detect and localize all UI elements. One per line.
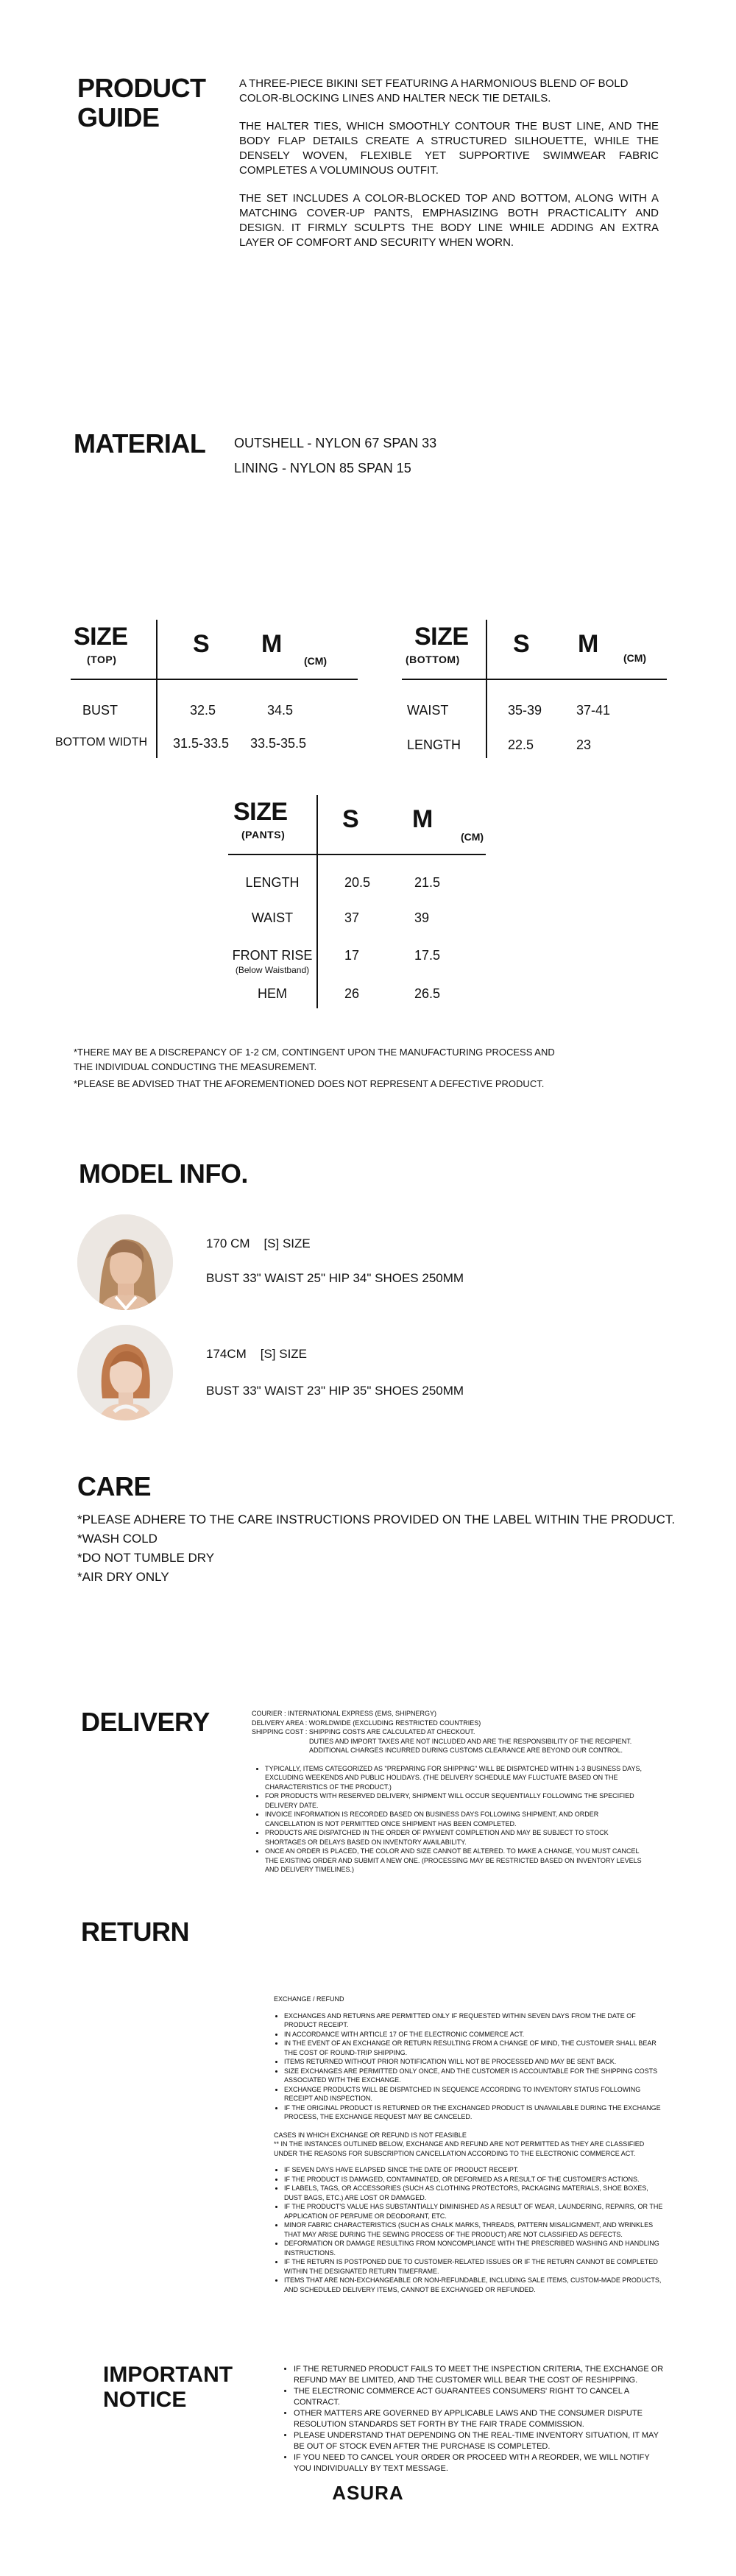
return-case-bullet: • MINOR FABRIC CHARACTERISTICS (SUCH AS CHALK MARKS, THREADS, PATTERN MISALIGNMENT, AND WRINKLES THAT MAY ARISE DURING THE SEWING PROCESS OF THE PRODUCT) ARE NOT CLASSIFIED AS DEFECTS. <box>284 2221 664 2239</box>
important-title-line1: IMPORTANT <box>103 2363 233 2387</box>
size-pants-cell: 39 <box>414 910 430 925</box>
model-2-measurements: BUST 33" WAIST 23" HIP 35" SHOES 250MM <box>206 1384 464 1398</box>
return-cases-bullets <box>274 2165 664 2294</box>
model-1-height-size <box>206 1236 311 1251</box>
size-top-cell: 34.5 <box>267 703 294 718</box>
size-top-cell: 32.5 <box>190 703 216 718</box>
important-bullet: • THE ELECTRONIC COMMERCE ACT GUARANTEES CONSUMERS' RIGHT TO CANCEL A CONTRACT. <box>294 2386 668 2408</box>
size-note-line: *PLEASE BE ADVISED THAT THE AFOREMENTIONED DOES NOT REPRESENT A DEFECTIVE PRODUCT. <box>74 1078 545 1089</box>
return-case-bullet: • IF THE PRODUCT'S VALUE HAS SUBSTANTIALLY DIMINISHED AS A RESULT OF WEAR, LAUNDERING, REPAIRS, OR THE APPLICATION OF PERFUME OR DEODORANT, ETC. <box>284 2202 664 2221</box>
size-pants-row-label: WAIST <box>251 910 294 925</box>
size-pants-cell: 17 <box>344 948 360 963</box>
product-guide-title-line2: GUIDE <box>77 102 160 132</box>
return-case-bullet: • ITEMS THAT ARE NON-EXCHANGEABLE OR NON-REFUNDABLE, INCLUDING SALE ITEMS, CUSTOM-MADE PRODUCTS, AND SCHEDULED DELIVERY ITEMS, CANNOT BE EXCHANGED OR REFUNDED. <box>284 2276 664 2294</box>
size-pants-col-s: S <box>342 805 359 833</box>
size-bottom-cell: 22.5 <box>508 737 534 752</box>
size-pants-cell: 21.5 <box>414 875 441 890</box>
delivery-title: DELIVERY <box>81 1707 210 1737</box>
return-body <box>274 1995 664 2294</box>
material-title: MATERIAL <box>74 428 206 459</box>
return-bullets <box>274 2011 664 2122</box>
delivery-bullet: • FOR PRODUCTS WITH RESERVED DELIVERY, SHIPMENT WILL OCCUR SEQUENTIALLY FOLLOWING THE SPECIFIED DELIVERY DATE. <box>265 1791 645 1810</box>
return-bullet: • IF THE ORIGINAL PRODUCT IS RETURNED OR THE EXCHANGED PRODUCT IS UNAVAILABLE DURING THE EXCHANGE PROCESS, THE EXCHANGE REQUEST MAY BE CANCELED. <box>284 2103 664 2122</box>
return-bullet: • ITEMS RETURNED WITHOUT PRIOR NOTIFICATION WILL NOT BE PROCESSED AND MAY BE SENT BACK. <box>284 2057 664 2067</box>
size-top-row-label: BOTTOM WIDTH <box>55 736 148 749</box>
product-guide-paragraph: THE SET INCLUDES A COLOR-BLOCKED TOP AND BOTTOM, ALONG WITH A MATCHING COVER-UP PANTS, EMPHASIZING BOTH PRACTICALITY AND DESIGN. IT FIRMLY SCULPTS THE BODY LINE WHILE ADDING AN EXTRA LAYER OF COMFORT AND SECURITY WHEN WORN. <box>239 192 659 249</box>
size-bottom-subtitle: (BOTTOM) <box>406 654 460 665</box>
return-cases-title: CASES IN WHICH EXCHANGE OR REFUND IS NOT FEASIBLE <box>274 2131 467 2139</box>
material-outshell: OUTSHELL - NYLON 67 SPAN 33 <box>234 436 437 450</box>
return-title: RETURN <box>81 1917 189 1947</box>
size-bottom-row-label: LENGTH <box>407 737 461 752</box>
size-top-cell: 31.5-33.5 <box>173 736 230 751</box>
return-case-bullet: • IF LABELS, TAGS, OR ACCESSORIES (SUCH AS CLOTHING PROTECTORS, PACKAGING MATERIALS, SHOE BOXES, DUST BAGS, ETC.) ARE LOST OR DAMAGED. <box>284 2184 664 2202</box>
model-1-size: [S] SIZE <box>263 1236 311 1250</box>
care-item: *WASH COLD <box>77 1532 158 1546</box>
size-note-line: *THERE MAY BE A DISCREPANCY OF 1-2 CM, CONTINGENT UPON THE MANUFACTURING PROCESS AND <box>74 1047 555 1058</box>
size-note-line: THE INDIVIDUAL CONDUCTING THE MEASUREMENT. <box>74 1061 317 1072</box>
delivery-bullets <box>252 1764 645 1875</box>
size-pants-cell: 26 <box>344 986 360 1001</box>
size-top-col-m: M <box>261 630 283 658</box>
important-bullet: • OTHER MATTERS ARE GOVERNED BY APPLICABLE LAWS AND THE CONSUMER DISPUTE RESOLUTION STANDARDS SET FORTH BY THE FAIR TRADE COMMISSION. <box>294 2408 668 2430</box>
important-notice-body <box>282 2364 668 2474</box>
material-lining: LINING - NYLON 85 SPAN 15 <box>234 461 411 475</box>
size-bottom-unit: (CM) <box>623 652 647 664</box>
size-top-unit: (CM) <box>304 655 328 667</box>
size-pants-row-label: LENGTH <box>245 875 300 890</box>
size-bottom-title: SIZE <box>414 623 469 651</box>
size-top-divider-h <box>71 679 358 680</box>
size-bottom-divider-v <box>486 620 487 758</box>
return-case-bullet: • IF THE RETURN IS POSTPONED DUE TO CUSTOMER-RELATED ISSUES OR IF THE RETURN CANNOT BE COMPLETED WITHIN THE DESIGNATED RETURN TIMEFRAME. <box>284 2257 664 2276</box>
brand-logo: ASURA <box>332 2482 404 2504</box>
size-bottom-divider-h <box>402 679 667 680</box>
important-bullets <box>282 2364 668 2474</box>
delivery-bullet: • ONCE AN ORDER IS PLACED, THE COLOR AND SIZE CANNOT BE ALTERED. TO MAKE A CHANGE, YOU MUST CANCEL THE EXISTING ORDER AND SUBMIT A NEW ONE. (PROCESSING MAY BE RESTRICTED BASED ON INVENTORY LEVELS AND DELIVERY TIMELINES.) <box>265 1847 645 1875</box>
size-pants-cell: 20.5 <box>344 875 371 890</box>
model-info-title: MODEL INFO. <box>79 1158 248 1189</box>
product-guide-title-line1: PRODUCT <box>77 73 206 103</box>
model-2-size: [S] SIZE <box>260 1347 308 1361</box>
return-bullet: • IN ACCORDANCE WITH ARTICLE 17 OF THE ELECTRONIC COMMERCE ACT. <box>284 2030 664 2039</box>
model-1-height: 170 CM <box>206 1236 250 1250</box>
return-case-bullet: • DEFORMATION OR DAMAGE RESULTING FROM NONCOMPLIANCE WITH THE PRESCRIBED WASHING AND HANDLING INSTRUCTIONS. <box>284 2239 664 2257</box>
care-item: *AIR DRY ONLY <box>77 1570 169 1584</box>
size-pants-unit: (CM) <box>461 831 484 843</box>
product-guide-paragraph: A THREE-PIECE BIKINI SET FEATURING A HARMONIOUS BLEND OF BOLD COLOR-BLOCKING LINES AND HALTER NECK TIE DETAILS. <box>239 77 629 105</box>
model-1-measurements: BUST 33" WAIST 25" HIP 34" SHOES 250MM <box>206 1271 464 1285</box>
delivery-bullet: • PRODUCTS ARE DISPATCHED IN THE ORDER OF PAYMENT COMPLETION AND MAY BE SUBJECT TO STOCK SHORTAGES OR DELAYS BASED ON INVENTORY AVAILABILITY. <box>265 1828 645 1847</box>
delivery-body <box>252 1709 645 1875</box>
size-pants-divider-v <box>316 795 318 1008</box>
size-top-col-s: S <box>193 630 210 658</box>
model-2-avatar <box>77 1325 173 1420</box>
size-pants-row-label: FRONT RISE <box>232 948 313 963</box>
size-bottom-cell: 23 <box>576 737 592 752</box>
product-guide-paragraph: THE HALTER TIES, WHICH SMOOTHLY CONTOUR THE BUST LINE, AND THE BODY FLAP DETAILS CREATE A STRUCTURED SILHOUETTE, WHILE THE DENSELY WOVEN, FLEXIBLE YET SUPPORTIVE SWIMWEAR FABRIC COMPLETES A VOLUMINOUS OUTFIT. <box>239 120 659 177</box>
important-bullet: • IF YOU NEED TO CANCEL YOUR ORDER OR PROCEED WITH A REORDER, WE WILL NOTIFY YOU INDIVIDUALLY BY TEXT MESSAGE. <box>294 2452 668 2474</box>
size-pants-cell: 26.5 <box>414 986 441 1001</box>
size-top-subtitle: (TOP) <box>87 654 117 665</box>
size-pants-divider-h <box>228 854 486 855</box>
size-notes <box>74 1045 555 1091</box>
size-top-cell: 33.5-35.5 <box>250 736 307 751</box>
size-pants-cell: 37 <box>344 910 360 925</box>
model-1-avatar <box>77 1214 173 1310</box>
size-pants-col-m: M <box>412 805 434 833</box>
delivery-bullet: • TYPICALLY, ITEMS CATEGORIZED AS "PREPARING FOR SHIPPING" WILL BE DISPATCHED WITHIN 1-3 BUSINESS DAYS, EXCLUDING WEEKENDS AND PUBLIC HOLIDAYS. (THE DELIVERY SCHEDULE MAY FLUCTUATE BASED ON THE CHARACTERISTICS OF THE PRODUCT.) <box>265 1764 645 1792</box>
size-bottom-col-m: M <box>578 630 599 658</box>
return-bullet: • EXCHANGE PRODUCTS WILL BE DISPATCHED IN SEQUENCE ACCORDING TO INVENTORY STATUS FOLLOWING RECEIPT AND INSPECTION. <box>284 2085 664 2103</box>
important-bullet: • IF THE RETURNED PRODUCT FAILS TO MEET THE INSPECTION CRITERIA, THE EXCHANGE OR REFUND MAY BE LIMITED, AND THE CUSTOMER WILL BEAR THE COST OF RESHIPPING. <box>294 2364 668 2386</box>
delivery-courier: COURIER : INTERNATIONAL EXPRESS (EMS, SHIPNERGY) <box>252 1710 437 1717</box>
size-bottom-cell: 37-41 <box>576 703 611 718</box>
care-item: *PLEASE ADHERE TO THE CARE INSTRUCTIONS PROVIDED ON THE LABEL WITHIN THE PRODUCT. <box>77 1512 676 1526</box>
return-cases-note: ** IN THE INSTANCES OUTLINED BELOW, EXCHANGE AND REFUND ARE NOT PERMITTED AS THEY ARE CLASSIFIED UNDER THE REASONS FOR SUBSCRIPTION CANCELLATION ACCORDING TO THE ELECTRONIC COMMERCE ACT. <box>274 2140 645 2157</box>
size-bottom-col-s: S <box>513 630 530 658</box>
return-bullet: • IN THE EVENT OF AN EXCHANGE OR RETURN RESULTING FROM A CHANGE OF MIND, THE CUSTOMER SHALL BEAR THE COST OF ROUND-TRIP SHIPPING. <box>284 2039 664 2057</box>
size-pants-title: SIZE <box>233 798 288 826</box>
important-notice-title <box>103 2363 233 2413</box>
care-title: CARE <box>77 1471 152 1501</box>
size-bottom-row-label: WAIST <box>407 703 449 718</box>
return-bullet: • SIZE EXCHANGES ARE PERMITTED ONLY ONCE, AND THE CUSTOMER IS ACCOUNTABLE FOR THE SHIPPING COSTS ASSOCIATED WITH THE EXCHANGE. <box>284 2067 664 2085</box>
size-pants-subtitle: (PANTS) <box>241 829 286 841</box>
care-list <box>77 1510 675 1587</box>
care-item: *DO NOT TUMBLE DRY <box>77 1551 215 1565</box>
return-bullet: • EXCHANGES AND RETURNS ARE PERMITTED ONLY IF REQUESTED WITHIN SEVEN DAYS FROM THE DATE OF PRODUCT RECEIPT. <box>284 2011 664 2030</box>
delivery-cost: SHIPPING COST : SHIPPING COSTS ARE CALCULATED AT CHECKOUT. <box>252 1728 475 1735</box>
delivery-bullet: • INVOICE INFORMATION IS RECORDED BASED ON BUSINESS DAYS FOLLOWING SHIPMENT, AND ORDER CANCELLATION IS NOT PERMITTED ONCE SHIPMENT HAS BEEN COMPLETED. <box>265 1810 645 1828</box>
important-bullet: • PLEASE UNDERSTAND THAT DEPENDING ON THE REAL-TIME INVENTORY SITUATION, IT MAY BE OUT OF STOCK EVEN AFTER THE PURCHASE IS COMPLETED. <box>294 2430 668 2452</box>
delivery-charges: ADDITIONAL CHARGES INCURRED DURING CUSTOMS CLEARANCE ARE BEYOND OUR CONTROL. <box>309 1747 623 1754</box>
product-guide-title <box>77 74 206 132</box>
size-top-divider-v <box>156 620 158 758</box>
product-guide-body <box>239 77 659 250</box>
material-list <box>234 431 436 481</box>
important-title-line2: NOTICE <box>103 2388 187 2412</box>
model-2-height: 174CM <box>206 1347 247 1361</box>
return-intro: EXCHANGE / REFUND <box>274 1995 344 2003</box>
size-pants-row-label: HEM <box>258 986 287 1001</box>
size-bottom-cell: 35-39 <box>508 703 542 718</box>
return-case-bullet: • IF THE PRODUCT IS DAMAGED, CONTAMINATED, OR DEFORMED AS A RESULT OF THE CUSTOMER'S ACTIONS. <box>284 2175 664 2184</box>
delivery-area: DELIVERY AREA : WORLDWIDE (EXCLUDING RESTRICTED COUNTRIES) <box>252 1719 481 1727</box>
size-top-title: SIZE <box>74 623 128 651</box>
model-2-height-size <box>206 1347 307 1362</box>
return-case-bullet: • IF SEVEN DAYS HAVE ELAPSED SINCE THE DATE OF PRODUCT RECEIPT. <box>284 2165 664 2175</box>
size-pants-cell: 17.5 <box>414 948 441 963</box>
size-pants-row-sublabel: (Below Waistband) <box>235 965 310 975</box>
delivery-duties: DUTIES AND IMPORT TAXES ARE NOT INCLUDED AND ARE THE RESPONSIBILITY OF THE RECIPIENT. <box>309 1737 632 1745</box>
size-top-row-label: BUST <box>82 703 118 718</box>
